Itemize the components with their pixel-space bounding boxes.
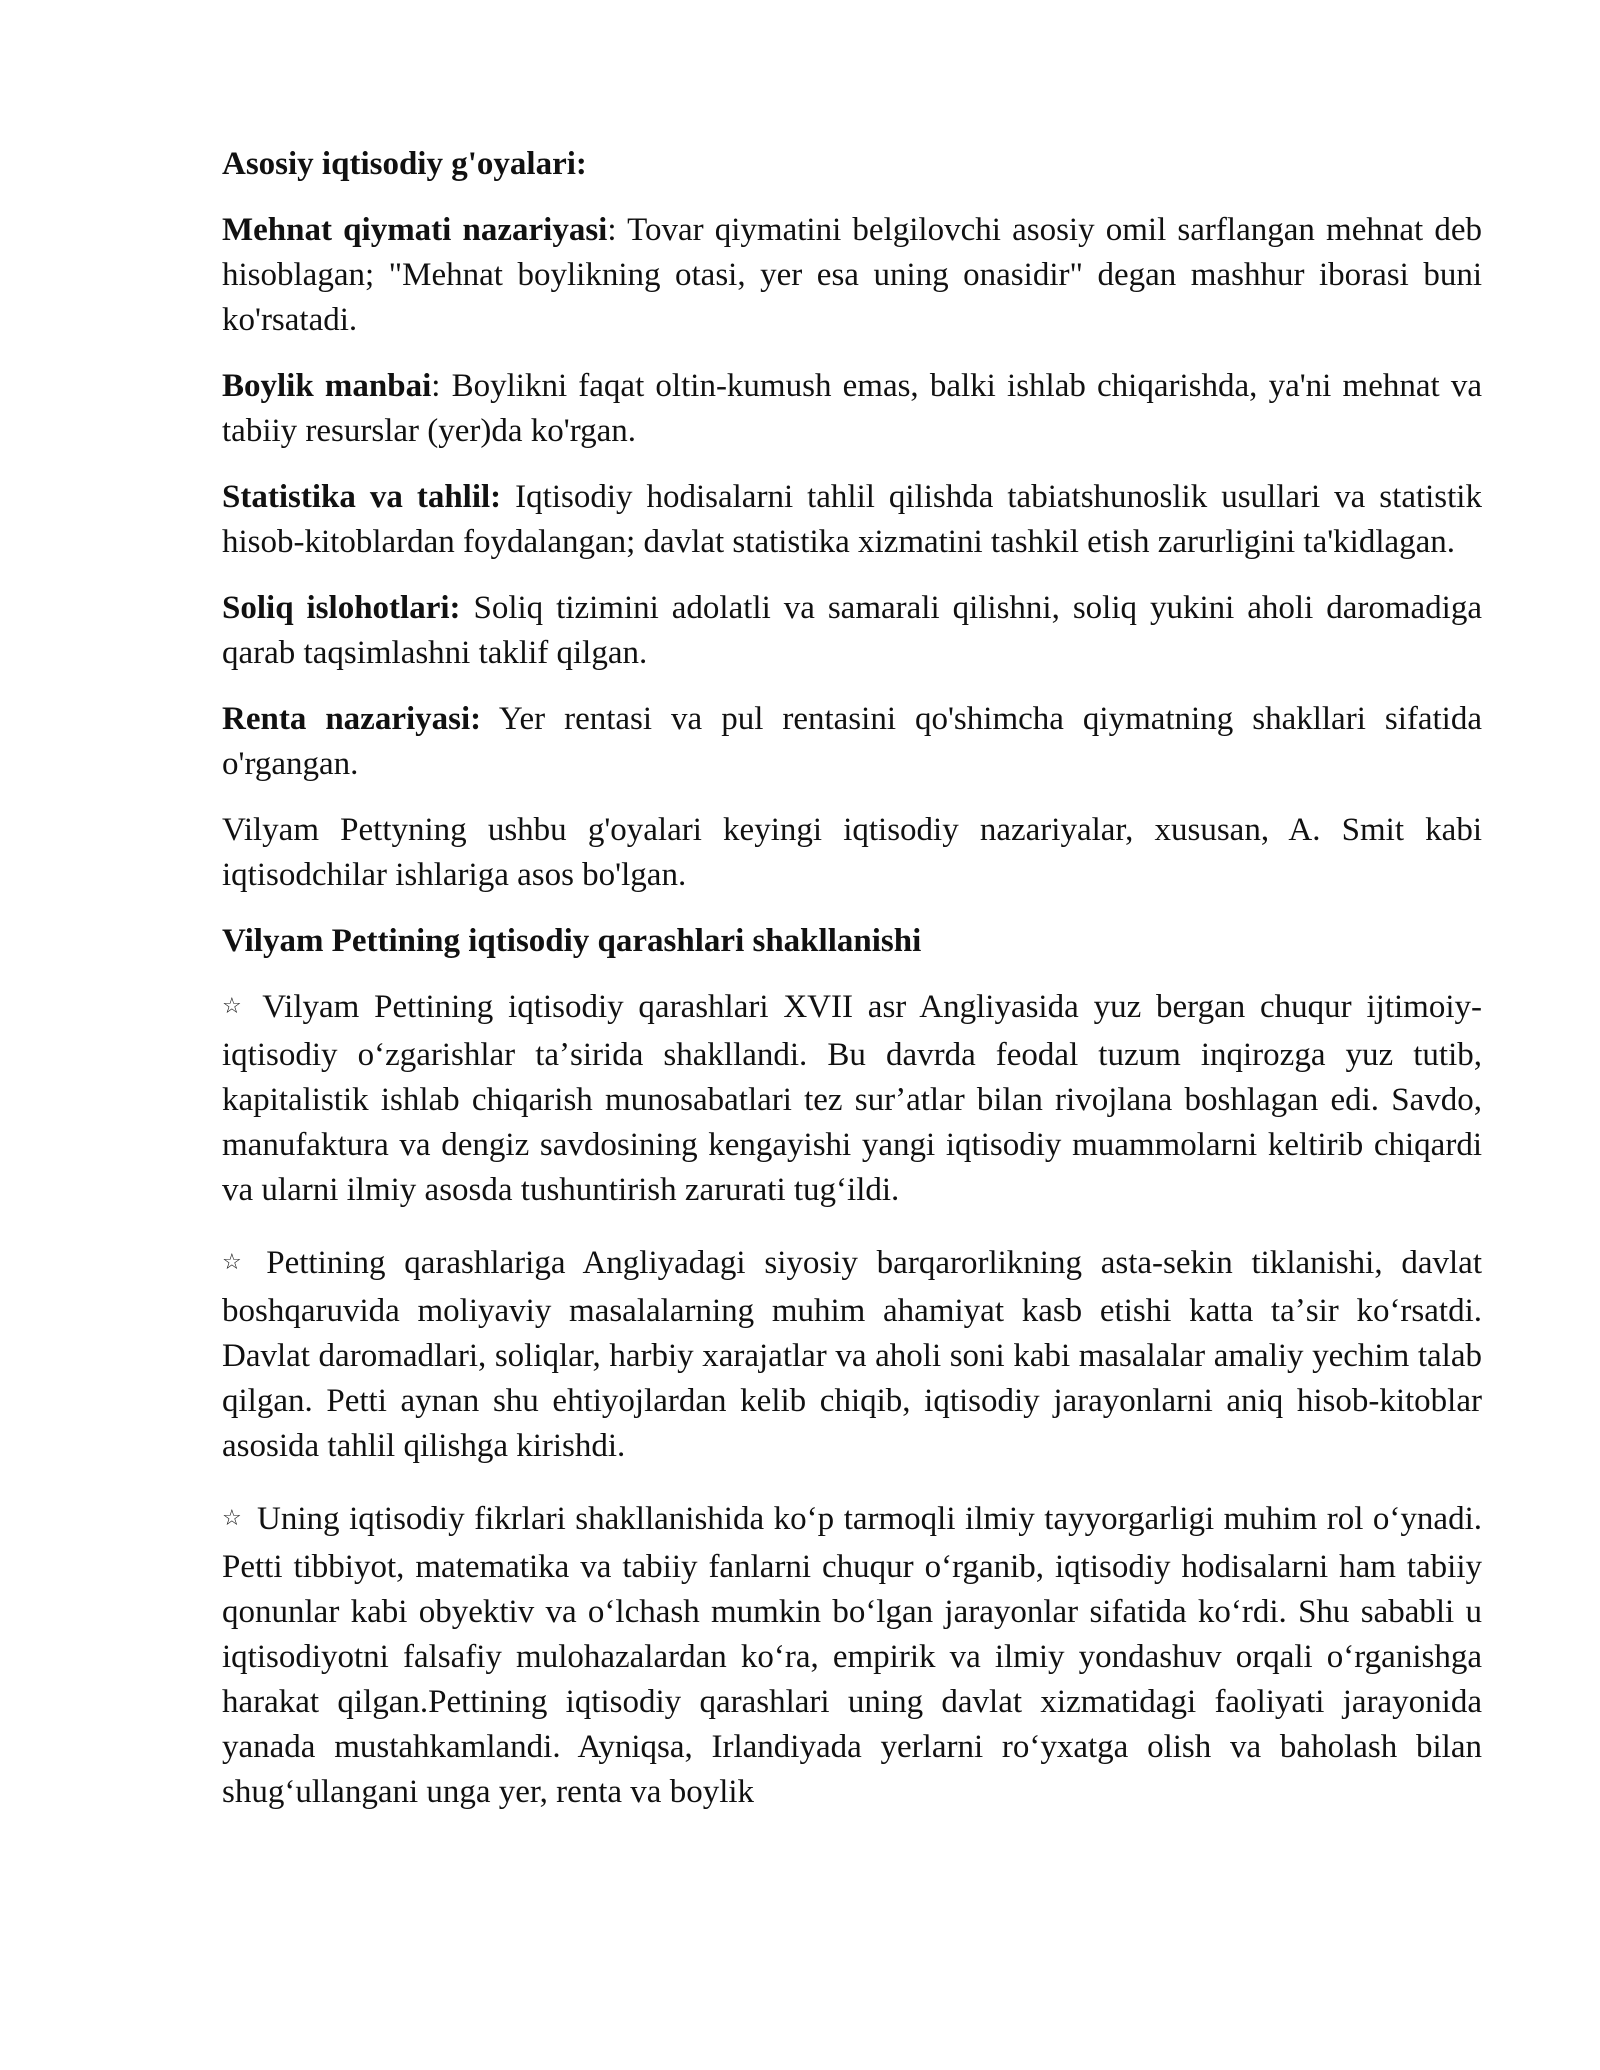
idea-text: Yer rentasi va pul rentasini qo'shimcha qiymatning shakllari sifatida o'rgangan. — [222, 701, 1482, 782]
idea-term: Renta nazariyasi: — [222, 701, 482, 737]
idea-paragraph-statistics — [222, 475, 1482, 565]
body-paragraph-3 — [222, 1497, 1482, 1815]
paragraph-text: Vilyam Pettining iqtisodiy qarashlari XVII asr Angliyasida yuz bergan chuqur ijtimoiy-iqtisodiy oʻzgarishlar taʼsirida shakllandi. Bu davrda feodal tuzum inqirozga yuz tutib, kapitalistik ishlab chiqarish munosabatlari tez surʼatlar bilan rivojlana boshlagan edi. Savdo, manufaktura va dengiz savdosining kengayishi yangi iqtisodiy muammolarni keltirib chiqardi va ularni ilmiy asosda tushuntirish zarurati tugʻildi. — [222, 989, 1482, 1208]
idea-paragraph-wealth-source — [222, 364, 1482, 454]
heading-main-ideas: Asosiy iqtisodiy g'oyalari: — [222, 146, 587, 182]
idea-paragraph-rent-theory — [222, 697, 1482, 787]
body-paragraph-2 — [222, 1241, 1482, 1469]
idea-term: Soliq islohotlari: — [222, 590, 461, 626]
idea-text: : Tovar qiymatini belgilovchi asosiy omil sarflangan mehnat deb hisoblagan; "Mehnat boylikning otasi, yer esa uning onasidir" degan mashhur iborasi buni ko'rsatadi. — [222, 212, 1483, 338]
idea-term: Mehnat qiymati nazariyasi — [222, 212, 608, 248]
idea-text: Soliq tizimini adolatli va samarali qilishni, soliq yukini aholi daromadiga qarab taqsimlashni taklif qilgan. — [222, 590, 1482, 671]
idea-paragraph-labor-value — [222, 208, 1482, 343]
star-bullet-icon: ☆ — [222, 1506, 244, 1531]
star-bullet-icon: ☆ — [222, 1250, 253, 1275]
idea-term: Statistika va tahlil: — [222, 479, 502, 515]
body-paragraph-1 — [222, 985, 1482, 1213]
paragraph-text: Uning iqtisodiy fikrlari shakllanishida koʻp tarmoqli ilmiy tayyorgarligi muhim rol oʻynadi. Petti tibbiyot, matematika va tabiiy fanlarni chuqur oʻrganib, iqtisodiy hodisalarni ham tabiiy qonunlar kabi obyektiv va oʻlchash mumkin boʻlgan jarayonlar sifatida koʻrdi. Shu sababli u iqtisodiyotni falsafiy mulohazalardan koʻra, empirik va ilmiy yondashuv orqali oʻrganishga harakat qilgan.Pettining iqtisodiy qarashlari uning davlat xizmatidagi faoliyati jarayonida yanada mustahkamlandi. Ayniqsa, Irlandiyada yerlarni roʻyxatga olish va baholash bilan shugʻullangani unga yer, renta va boylik — [222, 1501, 1482, 1810]
heading-views-formation: Vilyam Pettining iqtisodiy qarashlari shakllanishi — [222, 923, 922, 959]
document-page — [222, 142, 1482, 1843]
idea-text: Iqtisodiy hodisalarni tahlil qilishda tabiatshunoslik usullari va statistik hisob-kitoblardan foydalangan; davlat statistika xizmatini tashkil etish zarurligini ta'kidlagan. — [222, 479, 1482, 560]
summary-paragraph: Vilyam Pettyning ushbu g'oyalari keyingi iqtisodiy nazariyalar, xususan, A. Smit kabi iqtisodchilar ishlariga asos bo'lgan. — [222, 812, 1482, 893]
paragraph-text: Pettining qarashlariga Angliyadagi siyosiy barqarorlikning asta-sekin tiklanishi, davlat boshqaruvida moliyaviy masalalarning muhim ahamiyat kasb etishi katta taʼsir koʻrsatdi. Davlat daromadlari, soliqlar, harbiy xarajatlar va aholi soni kabi masalalar amaliy yechim talab qilgan. Petti aynan shu ehtiyojlardan kelib chiqib, iqtisodiy jarayonlarni aniq hisob-kitoblar asosida tahlil qilishga kirishdi. — [222, 1245, 1482, 1464]
star-bullet-icon: ☆ — [222, 994, 249, 1019]
idea-paragraph-tax-reform — [222, 586, 1482, 676]
idea-text: : Boylikni faqat oltin-kumush emas, balki ishlab chiqarishda, ya'ni mehnat va tabiiy resurslar (yer)da ko'rgan. — [222, 368, 1482, 449]
idea-term: Boylik manbai — [222, 368, 432, 404]
